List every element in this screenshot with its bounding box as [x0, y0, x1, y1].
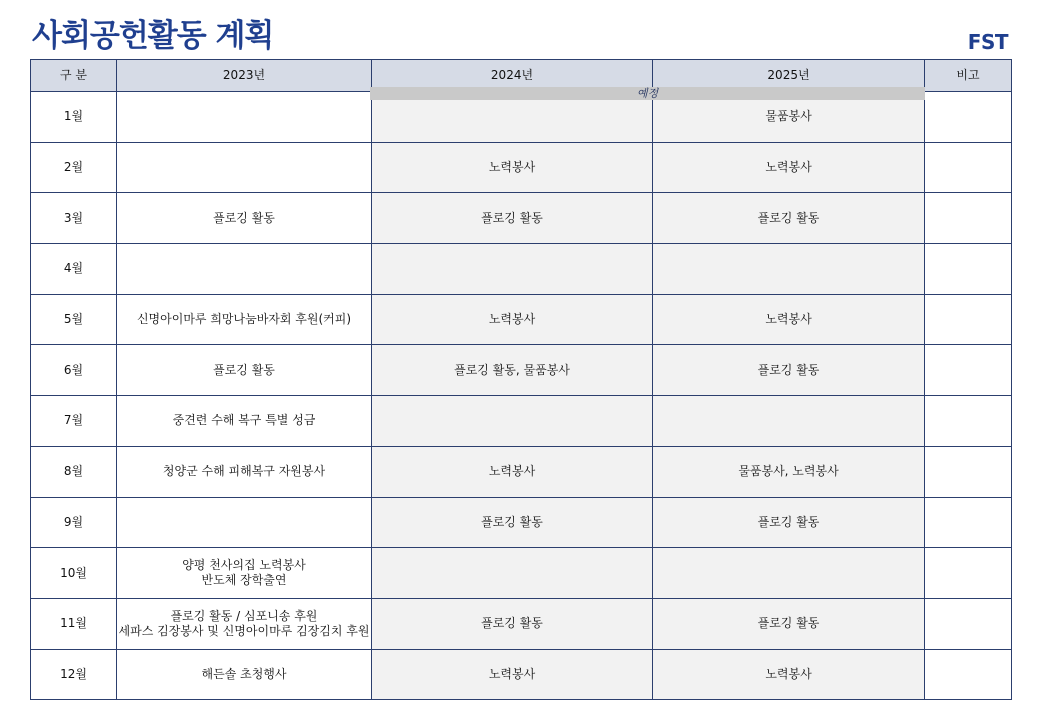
- activity-2024-cell: [372, 396, 653, 447]
- activity-2023-cell: [117, 497, 372, 548]
- table-row: [31, 446, 1012, 497]
- page-title: 사회공헌활동 계획: [32, 18, 274, 54]
- activity-text: 노력봉사: [488, 464, 536, 479]
- activity-text: 양평 천사의집 노력봉사: [182, 558, 306, 573]
- activity-text: 해든솔 초청행사: [201, 666, 287, 681]
- activity-plan-table: [30, 59, 1012, 700]
- activity-2023-cell: [117, 345, 372, 396]
- activity-text: 반도체 장학출연: [201, 573, 287, 588]
- activity-2024-cell: [372, 649, 653, 700]
- header-2025: 2025년: [653, 60, 925, 92]
- activity-2024-cell: [372, 345, 653, 396]
- activity-2024-cell: [372, 294, 653, 345]
- activity-text: 플로깅 활동: [481, 514, 543, 529]
- activity-text: 플로깅 활동: [757, 210, 820, 225]
- activity-2025-cell: [653, 446, 925, 497]
- activity-text: 물품봉사: [765, 109, 812, 124]
- activity-2025-cell: [653, 345, 925, 396]
- activity-text: 노력봉사: [765, 160, 812, 175]
- month-cell: 10월: [31, 548, 117, 599]
- activity-2023-cell: [117, 396, 372, 447]
- activity-text: 물품봉사, 노력봉사: [738, 464, 839, 479]
- month-cell: 7월: [31, 396, 117, 447]
- activity-2025-cell: [653, 497, 925, 548]
- note-cell: [925, 142, 1012, 193]
- month-cell: 2월: [31, 142, 117, 193]
- activity-2024-cell: [372, 244, 653, 295]
- activity-text: 노력봉사: [765, 312, 812, 327]
- month-cell: 1월: [31, 92, 117, 143]
- table-row: [31, 345, 1012, 396]
- activity-text: 플로깅 활동, 물품봉사: [454, 362, 570, 377]
- activity-text: 노력봉사: [765, 666, 812, 681]
- activity-2023-cell: [117, 446, 372, 497]
- activity-2025-cell: [653, 649, 925, 700]
- activity-2025-cell: [653, 244, 925, 295]
- activity-2025-cell: [653, 294, 925, 345]
- month-cell: 3월: [31, 193, 117, 244]
- table-row: [31, 193, 1012, 244]
- note-cell: [925, 193, 1012, 244]
- company-logo: FST: [967, 30, 1008, 54]
- table-row: [31, 294, 1012, 345]
- activity-text: 플로깅 활동: [213, 210, 275, 225]
- note-cell: [925, 446, 1012, 497]
- activity-2023-cell: [117, 142, 372, 193]
- header-category: 구 분: [31, 60, 117, 92]
- table-row: [31, 244, 1012, 295]
- activity-text: 플로깅 활동: [481, 616, 543, 631]
- table-row: [31, 142, 1012, 193]
- table-row: [31, 598, 1012, 649]
- month-cell: 5월: [31, 294, 117, 345]
- activity-2025-cell: [653, 396, 925, 447]
- activity-text: 청양군 수해 피해복구 자원봉사: [162, 464, 326, 479]
- note-cell: [925, 497, 1012, 548]
- activity-text: 노력봉사: [488, 160, 536, 175]
- activity-text: 플로깅 활동: [757, 362, 820, 377]
- month-cell: 6월: [31, 345, 117, 396]
- note-cell: [925, 244, 1012, 295]
- activity-2023-cell: [117, 193, 372, 244]
- note-cell: [925, 294, 1012, 345]
- activity-text: 플로깅 활동: [213, 362, 275, 377]
- activity-2023-cell: [117, 244, 372, 295]
- header-2024: 2024년: [372, 60, 653, 92]
- month-cell: 8월: [31, 446, 117, 497]
- activity-text: 신명아이마루 희망나눔바자회 후원(커피): [136, 312, 352, 327]
- table-row: [31, 497, 1012, 548]
- activity-2023-cell: [117, 92, 372, 143]
- activity-2024-cell: [372, 142, 653, 193]
- activity-2024-cell: [372, 598, 653, 649]
- month-cell: 11월: [31, 598, 117, 649]
- note-cell: [925, 548, 1012, 599]
- month-cell: 12월: [31, 649, 117, 700]
- activity-2025-cell: [653, 548, 925, 599]
- header-2023: 2023년: [117, 60, 372, 92]
- activity-2024-cell: [372, 548, 653, 599]
- activity-2024-cell: [372, 193, 653, 244]
- month-cell: 4월: [31, 244, 117, 295]
- table-row: [31, 396, 1012, 447]
- activity-2025-cell: [653, 193, 925, 244]
- activity-text: 플로깅 활동: [481, 210, 543, 225]
- activity-2025-cell: [653, 598, 925, 649]
- activity-2024-cell: [372, 497, 653, 548]
- activity-text: 노력봉사: [488, 312, 536, 327]
- note-cell: [925, 649, 1012, 700]
- table-body: [31, 92, 1012, 700]
- table-row: [31, 548, 1012, 599]
- activity-text: 노력봉사: [488, 666, 536, 681]
- note-cell: [925, 92, 1012, 143]
- activity-2023-cell: [117, 294, 372, 345]
- activity-text: 플로깅 활동: [757, 514, 820, 529]
- note-cell: [925, 598, 1012, 649]
- note-cell: [925, 345, 1012, 396]
- activity-text: 중견련 수해 복구 특별 성금: [172, 413, 316, 428]
- table-row: [31, 649, 1012, 700]
- activity-text: 세파스 김장봉사 및 신명아이마루 김장김치 후원: [118, 623, 370, 638]
- note-cell: [925, 396, 1012, 447]
- activity-2023-cell: [117, 548, 372, 599]
- month-cell: 9월: [31, 497, 117, 548]
- activity-2023-cell: [117, 649, 372, 700]
- header-note: 비고: [925, 60, 1012, 92]
- activity-2023-cell: [117, 598, 372, 649]
- activity-2025-cell: [653, 142, 925, 193]
- activity-text: 플로깅 활동 / 심포니송 후원: [170, 608, 318, 623]
- activity-text: 플로깅 활동: [757, 616, 820, 631]
- planned-label: 예정: [370, 87, 925, 100]
- activity-2024-cell: [372, 446, 653, 497]
